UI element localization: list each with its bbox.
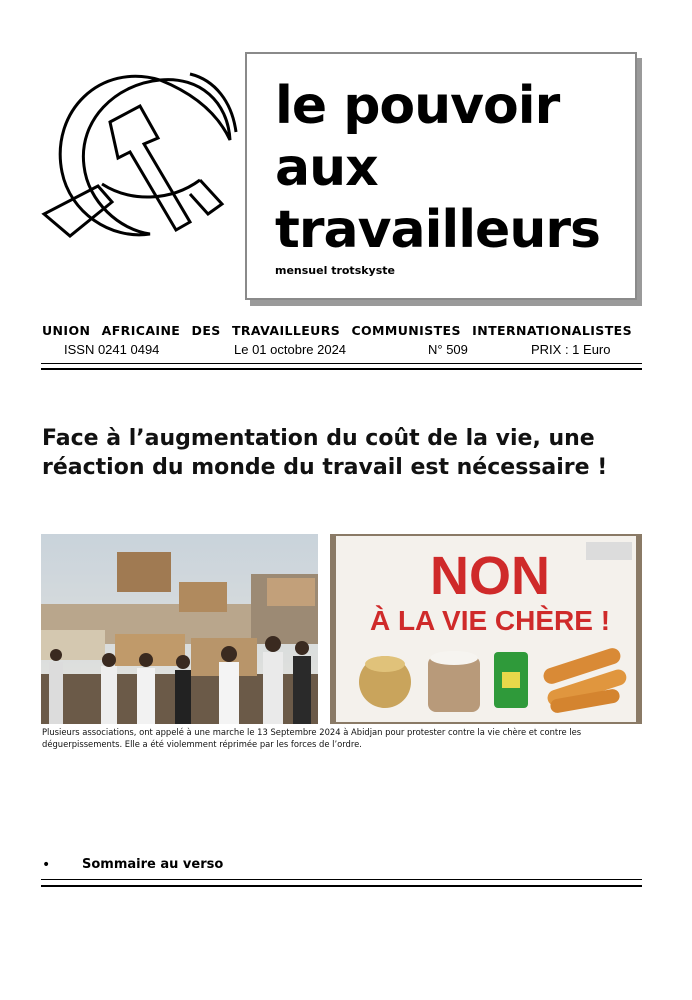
divider xyxy=(41,363,642,364)
divider xyxy=(41,879,642,880)
divider xyxy=(41,368,642,370)
masthead-subtitle: mensuel trotskyste xyxy=(275,264,395,277)
sign-text-non: NON xyxy=(430,546,550,606)
issn: ISSN 0241 0494 xyxy=(64,342,160,357)
org-word: DES xyxy=(191,323,221,338)
org-word: AFRICAINE xyxy=(101,323,181,338)
org-word: TRAVAILLEURS xyxy=(231,323,341,338)
org-word: INTERNATIONALISTES xyxy=(472,323,632,338)
issue-date: Le 01 octobre 2024 xyxy=(234,342,347,357)
masthead-title-line-3: travailleurs xyxy=(275,200,600,260)
masthead-title-line-2: aux xyxy=(275,138,378,198)
org-word: UNION xyxy=(42,323,91,338)
divider xyxy=(41,885,642,887)
organization-name xyxy=(42,323,632,338)
article-headline xyxy=(42,424,652,482)
masthead-title-line-1: le pouvoir xyxy=(275,76,560,136)
sign-text-vie-chere: À LA VIE CHÈRE ! xyxy=(369,605,611,636)
headline-line-2: réaction du monde du travail est nécessaire ! xyxy=(42,455,608,480)
summary-link: Sommaire au verso xyxy=(82,857,224,872)
issue-price: PRIX : 1 Euro xyxy=(531,342,611,357)
protest-photo xyxy=(41,534,318,724)
photo-caption: Plusieurs associations, ont appelé à une marche le 13 Septembre 2024 à Abidjan pour protester contre la vie chère et contre les déguerpissements. Elle a été violemment réprimée par les forces de l’ordre. xyxy=(42,727,582,749)
hammer-sickle-logo xyxy=(40,62,240,247)
bullet-icon: • xyxy=(42,857,51,873)
issue-number: N° 509 xyxy=(428,342,468,357)
org-word: COMMUNISTES xyxy=(351,323,461,338)
masthead-box xyxy=(245,52,637,300)
headline-line-1: Face à l’augmentation du coût de la vie, une xyxy=(42,426,595,451)
protest-sign-photo xyxy=(330,534,642,724)
